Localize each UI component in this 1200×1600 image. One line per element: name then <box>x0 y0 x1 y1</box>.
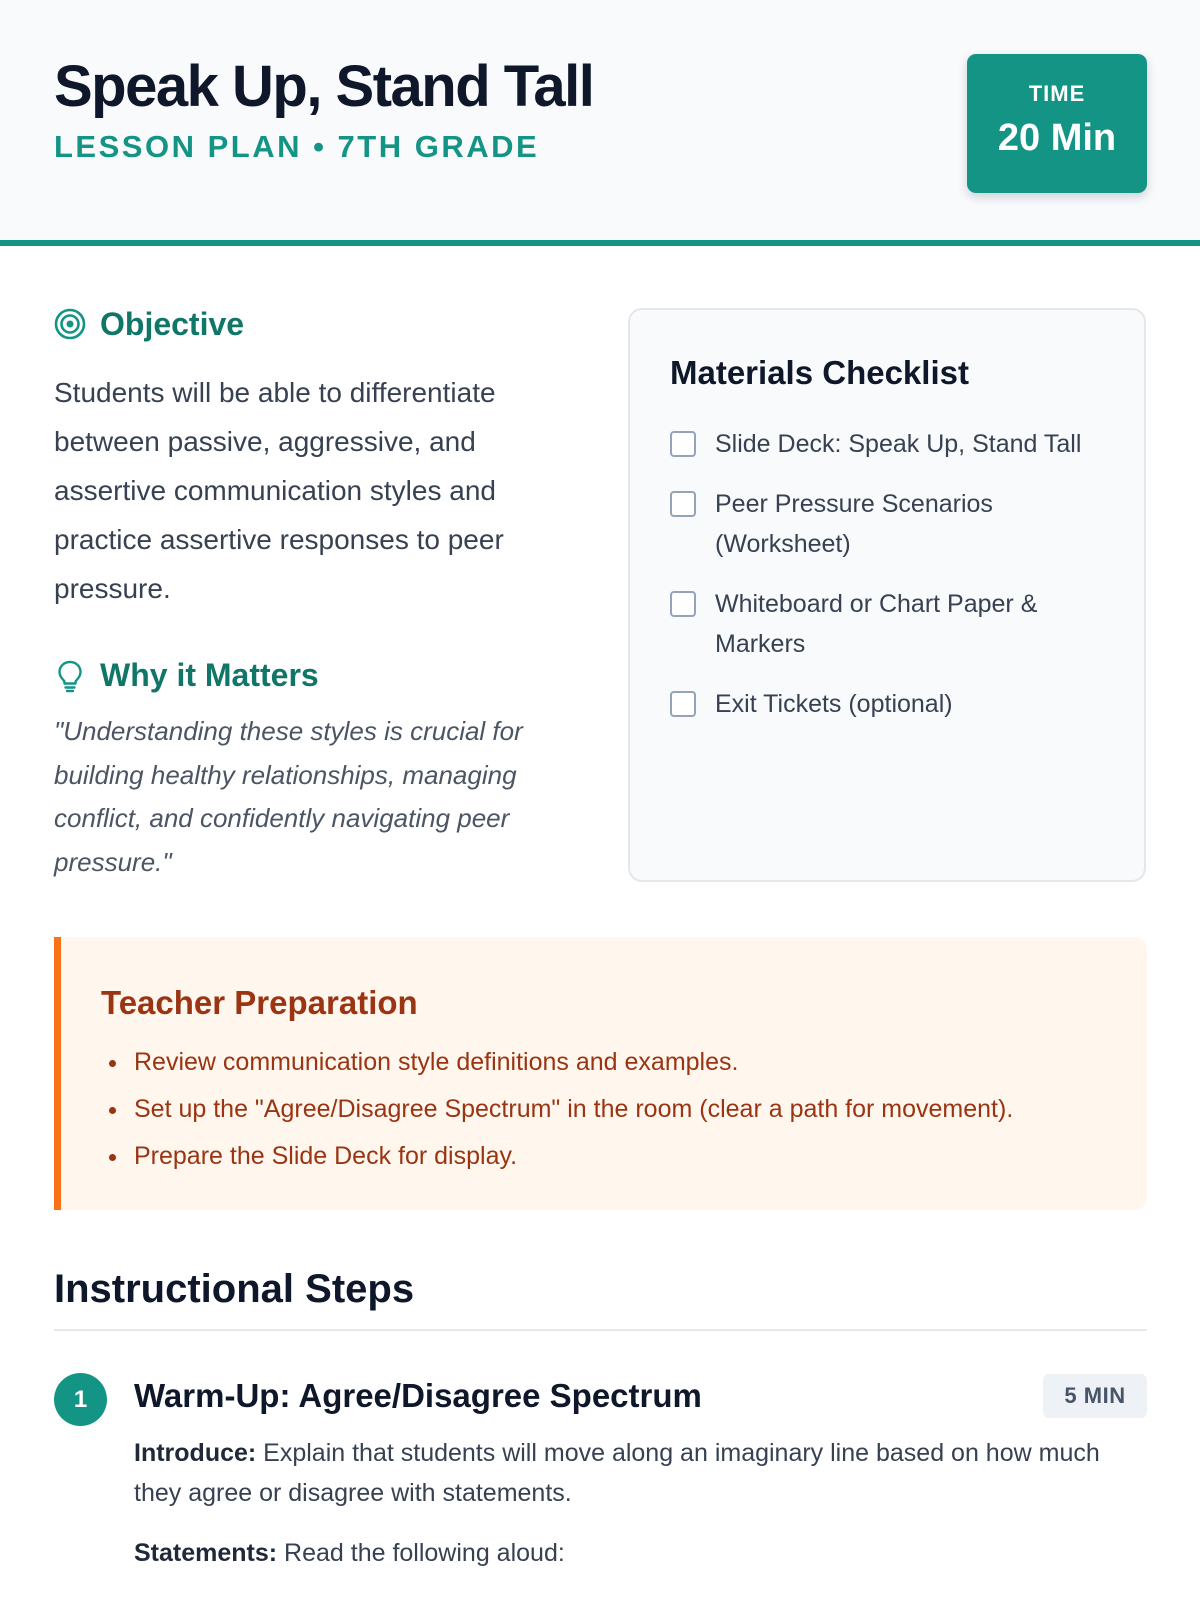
lesson-header <box>0 0 1200 246</box>
step-statements-text <box>134 1533 1147 1573</box>
why-it-matters-heading-label: Why it Matters <box>100 657 319 693</box>
checkbox[interactable] <box>670 491 696 517</box>
checklist-item-label: Exit Tickets (optional) <box>715 690 953 718</box>
list-item: Review communication style definitions and examples. <box>101 1039 1013 1086</box>
lesson-title: Speak Up, Stand Tall <box>54 54 594 119</box>
list-item: Set up the "Agree/Disagree Spectrum" in the room (clear a path for movement). <box>101 1086 1013 1133</box>
time-value: 20 Min <box>997 117 1117 159</box>
checklist-item-label: Whiteboard or Chart Paper & Markers <box>715 590 1038 658</box>
step-introduce-text <box>134 1433 1147 1513</box>
checkbox[interactable] <box>670 591 696 617</box>
step-number-badge: 1 <box>54 1373 107 1426</box>
introduce-body: Explain that students will move along an imaginary line based on how much they agree or disagree with statements. <box>134 1439 1100 1507</box>
target-icon <box>54 308 86 340</box>
introduce-label: Introduce: <box>134 1439 257 1467</box>
instructional-steps-heading: Instructional Steps <box>54 1267 415 1311</box>
teacher-preparation-heading: Teacher Preparation <box>101 984 418 1021</box>
materials-checklist <box>628 308 1146 882</box>
checkbox[interactable] <box>670 691 696 717</box>
list-item: Prepare the Slide Deck for display. <box>101 1133 1013 1180</box>
why-it-matters-quote: "Understanding these styles is crucial for building healthy relationships, managing conflict, and confidently navigating peer pressure." <box>54 716 523 877</box>
statements-label: Statements: <box>134 1539 278 1567</box>
teacher-preparation <box>54 937 1147 1210</box>
statements-body: Read the following aloud: <box>277 1539 565 1567</box>
materials-heading: Materials Checklist <box>670 354 969 391</box>
step-duration-badge: 5 MIN <box>1043 1374 1147 1418</box>
time-label: TIME <box>1028 81 1086 106</box>
objective-heading-label: Objective <box>100 306 245 342</box>
objective-text: Students will be able to differentiate between passive, aggressive, and assertive communication styles and practice assertive responses to peer pressure. <box>54 377 504 604</box>
divider <box>54 1329 1147 1331</box>
checkbox[interactable] <box>670 431 696 457</box>
step-title: Warm-Up: Agree/Disagree Spectrum <box>134 1377 702 1414</box>
time-badge <box>967 54 1147 193</box>
lightbulb-icon <box>54 659 86 693</box>
teacher-preparation-list <box>101 1039 1013 1180</box>
lesson-subtitle: LESSON PLAN • 7TH GRADE <box>54 129 540 164</box>
checklist-item-label: Slide Deck: Speak Up, Stand Tall <box>715 430 1082 458</box>
checklist-item-label: Peer Pressure Scenarios (Worksheet) <box>715 490 993 558</box>
